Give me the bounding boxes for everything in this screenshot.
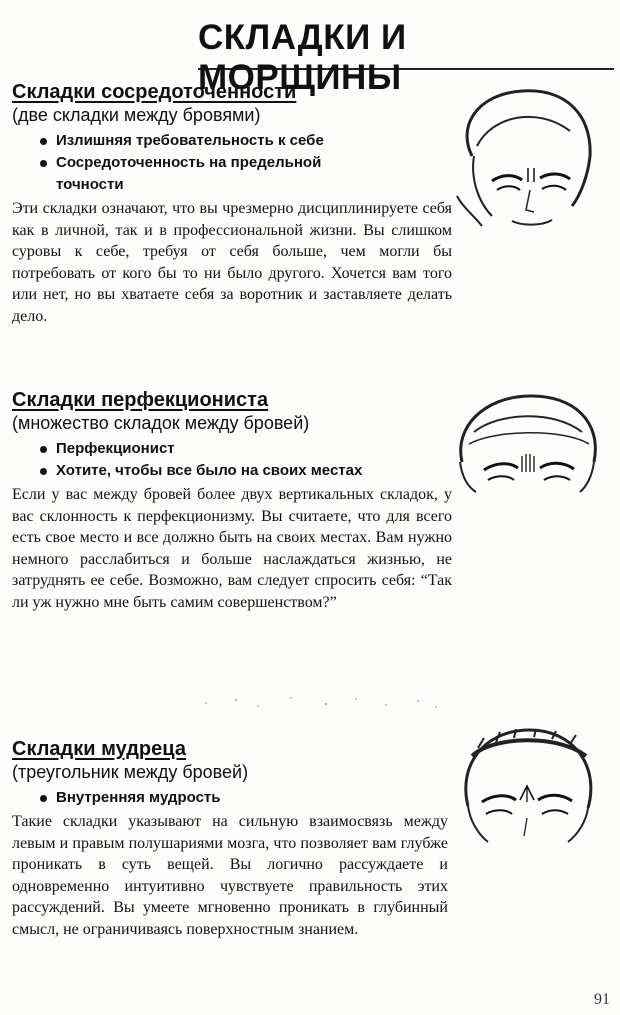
face-drawing: [452, 86, 602, 231]
bullet-list: [12, 438, 452, 482]
section-text: Эти складки означают, что вы чрезмерно дисциплинируете себя как в личной, так и в профессиональной жизни. Вы слишком суровы к себе, требуя от себя больше, чем могли бы потребовать от кого бы то ни было другого. Хочется вам того или нет, но вы хватаете себя за воротник и заставляете делать дело.: [12, 200, 452, 325]
bullet-item: Сосредоточенность на предельной точности: [38, 152, 386, 196]
section-subtitle: (две складки между бровями): [12, 105, 261, 125]
woman-face-illustration: [452, 86, 602, 231]
section-text: Такие складки указывают на сильную взаимосвязь между левым и правым полушариями мозга, что позволяет вам глубже проникать в суть вещей. Вы логично рассуждаете и одновременно интуитивно чувствуете правильность этих рассуждений. Вы умеете мгновенно проникать в глубинный смысл, не ограничиваясь поверхностным знанием.: [12, 813, 448, 938]
bullet-item: Перфекционист: [38, 438, 452, 460]
page-number: 91: [594, 991, 610, 1008]
section-perfectionist-folds: [12, 388, 452, 613]
bullet-list: [12, 787, 448, 809]
page-title: СКЛАДКИ И МОРЩИНЫ: [198, 18, 407, 97]
section-sage-folds: [12, 737, 448, 940]
man-face-illustration: [448, 726, 608, 846]
bullet-item: Излишняя требовательность к себе: [38, 130, 452, 152]
scan-noise: [196, 688, 446, 718]
bullet-item: Хотите, чтобы все было на своих местах: [38, 460, 452, 482]
section-subtitle: (треугольник между бровей): [12, 762, 249, 782]
bullet-list: [12, 130, 452, 196]
section-concentration-folds: [12, 80, 452, 327]
section-subtitle: (множество складок между бровей): [12, 413, 310, 433]
bullet-item: Внутренняя мудрость: [38, 787, 448, 809]
section-text: Если у вас между бровей более двух вертикальных складок, у вас склонность к перфекционизму. Вы считаете, что для всего есть свое место и все должно быть на своих местах. Вам нужно немного расслабиться и больше наслаждаться жизнью, не затруднять ее себе. Возможно, вам следует спросить себя: “Так ли уж нужно мне быть самим совершенством?”: [12, 486, 452, 611]
woman-face-illustration: [454, 392, 604, 497]
face-drawing: [448, 726, 608, 846]
section-title: Складки мудреца: [12, 738, 186, 760]
section-title: Складки перфекциониста: [12, 389, 269, 411]
section-title: Складки сосредоточенности: [12, 81, 297, 103]
page-header: [198, 18, 614, 97]
face-drawing: [454, 392, 604, 497]
